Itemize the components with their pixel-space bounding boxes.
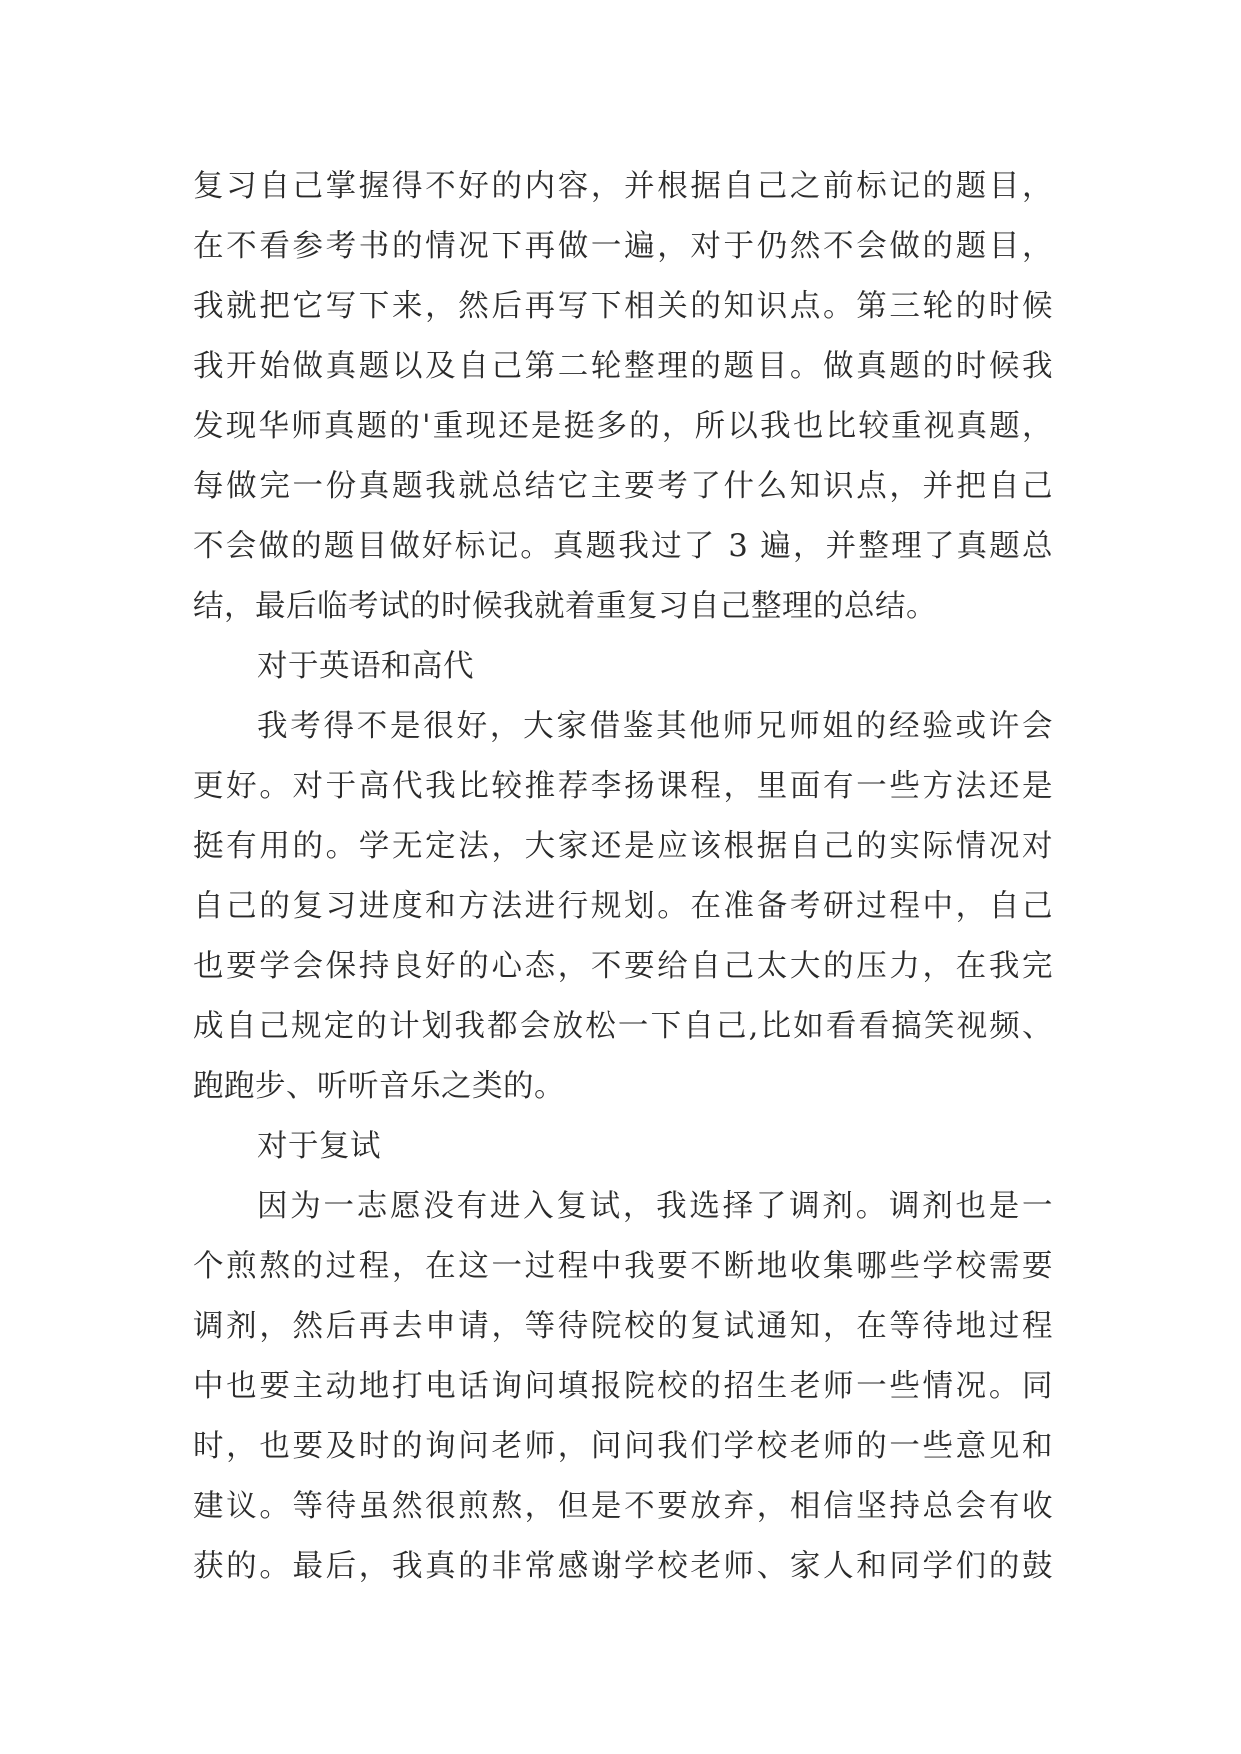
- text-line: 不会做的题目做好标记。真题我过了 3 遍，并整理了真题总: [193, 529, 1053, 564]
- body-text: [193, 157, 1053, 1597]
- text-line: 每做完一份真题我就总结它主要考了什么知识点，并把自己: [193, 469, 1053, 504]
- text-line: 我开始做真题以及自己第二轮整理的题目。做真题的时候我: [193, 349, 1053, 384]
- section-heading-retest: 对于复试: [257, 1129, 381, 1164]
- text-line: 中也要主动地打电话询问填报院校的招生老师一些情况。同: [193, 1369, 1053, 1404]
- text-line: 跑跑步、听听音乐之类的。: [193, 1069, 565, 1104]
- text-line: 在不看参考书的情况下再做一遍，对于仍然不会做的题目，: [193, 229, 1053, 264]
- text-line: 我就把它写下来，然后再写下相关的知识点。第三轮的时候: [193, 289, 1053, 324]
- paragraph-english-algebra: [193, 697, 1053, 1117]
- text-line: 成自己规定的计划我都会放松一下自己,比如看看搞笑视频、: [193, 1009, 1053, 1044]
- text-line: 时，也要及时的询问老师，问问我们学校老师的一些意见和: [193, 1429, 1053, 1464]
- text-line: 因为一志愿没有进入复试，我选择了调剂。调剂也是一: [257, 1189, 1053, 1224]
- text-line: 结，最后临考试的时候我就着重复习自己整理的总结。: [193, 589, 937, 624]
- text-line: 也要学会保持良好的心态，不要给自己太大的压力，在我完: [193, 949, 1053, 984]
- text-line: 更好。对于高代我比较推荐李扬课程，里面有一些方法还是: [193, 769, 1053, 804]
- text-line: 个煎熬的过程，在这一过程中我要不断地收集哪些学校需要: [193, 1249, 1053, 1284]
- section-heading-english-algebra: 对于英语和高代: [257, 649, 474, 684]
- text-line: 复习自己掌握得不好的内容，并根据自己之前标记的题目，: [193, 169, 1053, 204]
- text-line: 自己的复习进度和方法进行规划。在准备考研过程中，自己: [193, 889, 1053, 924]
- text-line: 调剂，然后再去申请，等待院校的复试通知，在等待地过程: [193, 1309, 1053, 1344]
- paragraph-study-review: [193, 157, 1053, 637]
- text-line: 发现华师真题的'重现还是挺多的，所以我也比较重视真题，: [193, 409, 1053, 444]
- paragraph-retest: [193, 1177, 1053, 1597]
- text-line: 建议。等待虽然很煎熬，但是不要放弃，相信坚持总会有收: [193, 1489, 1053, 1524]
- text-line: 挺有用的。学无定法，大家还是应该根据自己的实际情况对: [193, 829, 1053, 864]
- text-line: 获的。最后，我真的非常感谢学校老师、家人和同学们的鼓: [193, 1549, 1053, 1584]
- text-line: 我考得不是很好，大家借鉴其他师兄师姐的经验或许会: [257, 709, 1053, 744]
